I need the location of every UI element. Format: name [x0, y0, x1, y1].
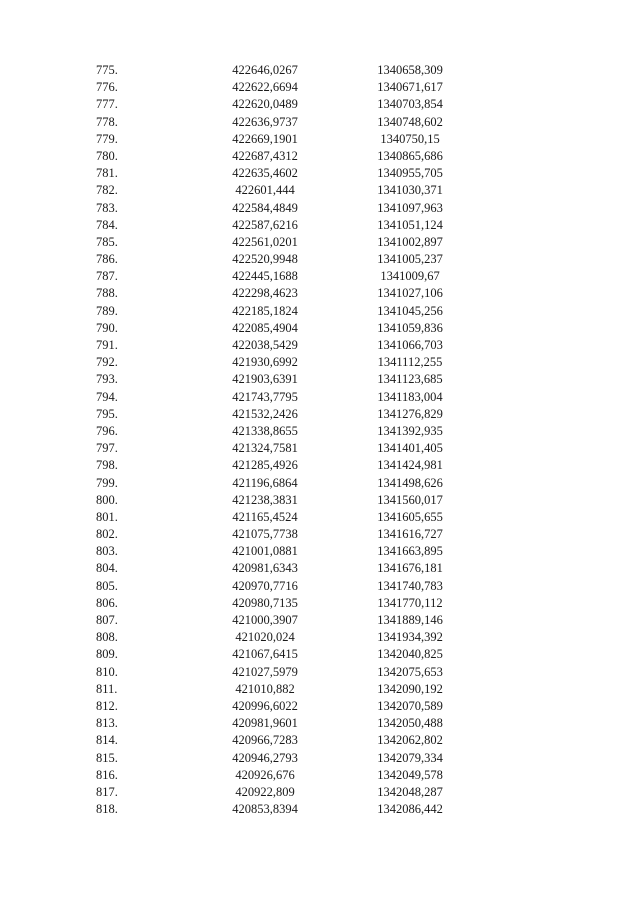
table-row [0, 114, 640, 131]
point-number: 795. [96, 406, 118, 421]
table-row [0, 303, 640, 320]
y-coordinate: 1341424,981 [377, 458, 443, 473]
table-row [0, 750, 640, 767]
table-row [0, 406, 640, 423]
point-number: 815. [96, 750, 118, 765]
x-coordinate: 422185,1824 [232, 303, 298, 318]
point-number: 808. [96, 630, 118, 645]
point-number: 816. [96, 767, 118, 782]
table-row [0, 285, 640, 302]
y-coordinate: 1341051,124 [377, 217, 443, 232]
x-coordinate: 421027,5979 [232, 664, 298, 679]
table-row [0, 148, 640, 165]
y-coordinate: 1342050,488 [377, 716, 443, 731]
y-coordinate: 1342086,442 [377, 802, 443, 817]
point-number: 812. [96, 698, 118, 713]
x-coordinate: 422620,0489 [232, 97, 298, 112]
x-coordinate: 421930,6992 [232, 355, 298, 370]
table-row [0, 79, 640, 96]
y-coordinate: 1341059,836 [377, 320, 443, 335]
point-number: 818. [96, 802, 118, 817]
y-coordinate: 1341112,255 [377, 355, 443, 370]
x-coordinate: 420980,7135 [232, 595, 298, 610]
x-coordinate: 421075,7738 [232, 527, 298, 542]
table-row [0, 182, 640, 199]
x-coordinate: 420853,8394 [232, 802, 298, 817]
x-coordinate: 422445,1688 [232, 269, 298, 284]
point-number: 790. [96, 320, 118, 335]
x-coordinate: 420946,2793 [232, 750, 298, 765]
point-number: 784. [96, 217, 118, 232]
y-coordinate: 1340955,705 [377, 166, 443, 181]
y-coordinate: 1341770,112 [377, 595, 443, 610]
point-number: 809. [96, 647, 118, 662]
y-coordinate: 1341392,935 [377, 423, 443, 438]
x-coordinate: 420981,9601 [232, 716, 298, 731]
point-number: 817. [96, 784, 118, 799]
coordinate-table [0, 62, 640, 818]
table-row [0, 492, 640, 509]
table-row [0, 560, 640, 577]
point-number: 804. [96, 561, 118, 576]
table-row [0, 423, 640, 440]
table-row [0, 217, 640, 234]
point-number: 797. [96, 441, 118, 456]
table-row [0, 526, 640, 543]
y-coordinate: 1340865,686 [377, 148, 443, 163]
x-coordinate: 422635,4602 [232, 166, 298, 181]
x-coordinate: 422561,0201 [232, 234, 298, 249]
x-coordinate: 421165,4524 [232, 509, 298, 524]
table-row [0, 165, 640, 182]
point-number: 813. [96, 716, 118, 731]
table-row [0, 200, 640, 217]
y-coordinate: 1341498,626 [377, 475, 443, 490]
point-number: 788. [96, 286, 118, 301]
table-row [0, 629, 640, 646]
x-coordinate: 420926,676 [235, 767, 295, 782]
y-coordinate: 1342049,578 [377, 767, 443, 782]
y-coordinate: 1341002,897 [377, 234, 443, 249]
point-number: 791. [96, 338, 118, 352]
x-coordinate: 421903,6391 [232, 372, 298, 387]
table-row [0, 784, 640, 801]
point-number: 787. [96, 269, 118, 284]
point-number: 789. [96, 303, 118, 318]
table-row [0, 131, 640, 148]
point-number: 802. [96, 527, 118, 542]
point-number: 786. [96, 252, 118, 267]
table-row [0, 698, 640, 715]
x-coordinate: 421010,882 [235, 681, 295, 696]
table-row [0, 251, 640, 268]
table-row [0, 96, 640, 113]
y-coordinate: 1341030,371 [377, 183, 443, 198]
y-coordinate: 1342048,287 [377, 784, 443, 799]
y-coordinate: 1341663,895 [377, 544, 443, 559]
x-coordinate: 422038,5429 [232, 338, 298, 352]
y-coordinate: 1341097,963 [377, 200, 443, 215]
table-row [0, 337, 640, 354]
point-number: 799. [96, 475, 118, 490]
y-coordinate: 1341183,004 [377, 389, 443, 404]
y-coordinate: 1341027,106 [377, 286, 443, 301]
x-coordinate: 422298,4623 [232, 286, 298, 301]
table-row [0, 732, 640, 749]
point-number: 783. [96, 200, 118, 215]
point-number: 777. [96, 97, 118, 112]
table-row [0, 543, 640, 560]
table-row [0, 715, 640, 732]
point-number: 792. [96, 355, 118, 370]
table-row [0, 595, 640, 612]
y-coordinate: 1341616,727 [377, 527, 443, 542]
y-coordinate: 1341676,181 [377, 561, 443, 576]
table-row [0, 440, 640, 457]
x-coordinate: 422669,1901 [232, 131, 298, 146]
y-coordinate: 1341005,237 [377, 252, 443, 267]
x-coordinate: 420970,7716 [232, 578, 298, 593]
table-row [0, 62, 640, 79]
y-coordinate: 1342075,653 [377, 664, 443, 679]
x-coordinate: 420981,6343 [232, 561, 298, 576]
table-row [0, 681, 640, 698]
x-coordinate: 422584,4849 [232, 200, 298, 215]
table-row [0, 371, 640, 388]
x-coordinate: 422622,6694 [232, 80, 298, 95]
table-row [0, 389, 640, 406]
point-number: 798. [96, 458, 118, 473]
y-coordinate: 1341066,703 [377, 338, 443, 352]
x-coordinate: 420996,6022 [232, 698, 298, 713]
point-number: 794. [96, 389, 118, 404]
y-coordinate: 1341401,405 [377, 441, 443, 456]
table-row [0, 320, 640, 337]
table-row [0, 509, 640, 526]
x-coordinate: 422636,9737 [232, 114, 298, 129]
table-row [0, 268, 640, 285]
y-coordinate: 1342062,802 [377, 733, 443, 748]
x-coordinate: 421000,3907 [232, 613, 298, 627]
point-number: 803. [96, 544, 118, 559]
x-coordinate: 421743,7795 [232, 389, 298, 404]
x-coordinate: 421001,0881 [232, 544, 298, 559]
table-row [0, 475, 640, 492]
point-number: 778. [96, 114, 118, 129]
y-coordinate: 1340671,617 [377, 80, 443, 95]
point-number: 793. [96, 372, 118, 387]
x-coordinate: 422601,444 [235, 183, 295, 198]
point-number: 800. [96, 492, 118, 507]
y-coordinate: 1340703,854 [377, 97, 443, 112]
x-coordinate: 421338,8655 [232, 423, 298, 438]
table-row [0, 767, 640, 784]
y-coordinate: 1341889,146 [377, 613, 443, 627]
table-row [0, 646, 640, 663]
x-coordinate: 422687,4312 [232, 148, 298, 163]
point-number: 796. [96, 423, 118, 438]
table-row [0, 801, 640, 818]
point-number: 806. [96, 595, 118, 610]
point-number: 776. [96, 80, 118, 95]
y-coordinate: 1341740,783 [377, 578, 443, 593]
point-number: 781. [96, 166, 118, 181]
point-number: 811. [96, 681, 118, 696]
x-coordinate: 421532,2426 [232, 406, 298, 421]
y-coordinate: 1341123,685 [377, 372, 443, 387]
x-coordinate: 422520,9948 [232, 252, 298, 267]
y-coordinate: 1341934,392 [377, 630, 443, 645]
point-number: 810. [96, 664, 118, 679]
y-coordinate: 1340750,15 [380, 131, 440, 146]
x-coordinate: 422587,6216 [232, 217, 298, 232]
point-number: 801. [96, 509, 118, 524]
x-coordinate: 421196,6864 [232, 475, 298, 490]
x-coordinate: 422646,0267 [232, 63, 298, 77]
point-number: 807. [96, 613, 118, 627]
x-coordinate: 420922,809 [235, 784, 295, 799]
x-coordinate: 421238,3831 [232, 492, 298, 507]
x-coordinate: 421067,6415 [232, 647, 298, 662]
table-row [0, 612, 640, 629]
y-coordinate: 1340748,602 [377, 114, 443, 129]
y-coordinate: 1342079,334 [377, 750, 443, 765]
x-coordinate: 421324,7581 [232, 441, 298, 456]
point-number: 785. [96, 234, 118, 249]
y-coordinate: 1341605,655 [377, 509, 443, 524]
point-number: 779. [96, 131, 118, 146]
table-row [0, 354, 640, 371]
x-coordinate: 421020,024 [235, 630, 295, 645]
x-coordinate: 420966,7283 [232, 733, 298, 748]
y-coordinate: 1342040,825 [377, 647, 443, 662]
point-number: 782. [96, 183, 118, 198]
y-coordinate: 1341560,017 [377, 492, 443, 507]
point-number: 780. [96, 148, 118, 163]
y-coordinate: 1342090,192 [377, 681, 443, 696]
y-coordinate: 1341045,256 [377, 303, 443, 318]
y-coordinate: 1341276,829 [377, 406, 443, 421]
y-coordinate: 1341009,67 [380, 269, 440, 284]
table-row [0, 457, 640, 474]
table-row [0, 664, 640, 681]
point-number: 805. [96, 578, 118, 593]
x-coordinate: 422085,4904 [232, 320, 298, 335]
x-coordinate: 421285,4926 [232, 458, 298, 473]
y-coordinate: 1340658,309 [377, 63, 443, 77]
table-row [0, 578, 640, 595]
table-row [0, 234, 640, 251]
y-coordinate: 1342070,589 [377, 698, 443, 713]
point-number: 775. [96, 63, 118, 77]
point-number: 814. [96, 733, 118, 748]
